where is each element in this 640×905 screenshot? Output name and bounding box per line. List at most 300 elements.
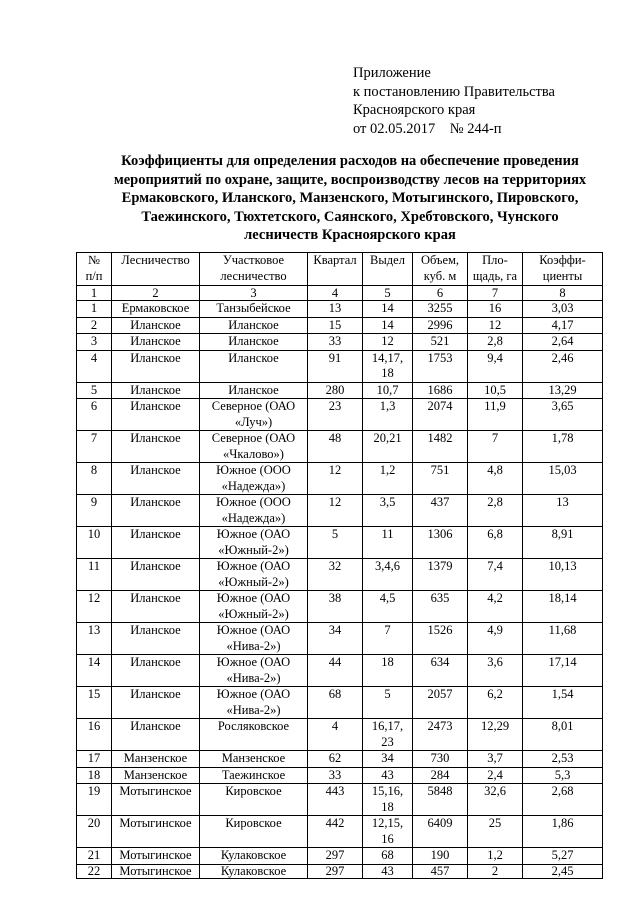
- table-row: [77, 463, 603, 495]
- cell-area: 25: [468, 816, 523, 848]
- cell-area: 3,7: [468, 751, 523, 768]
- cell-section: [363, 463, 413, 495]
- cell-district: [200, 767, 308, 784]
- cell-district: [200, 495, 308, 527]
- cell-quarter: 34: [308, 623, 363, 655]
- cell-district: [200, 301, 308, 318]
- column-number: 4: [308, 286, 363, 301]
- appendix-line: Красноярского края: [353, 102, 476, 118]
- cell-coef: 17,14: [523, 655, 603, 687]
- cell-forestry: Иланское: [112, 687, 200, 719]
- cell-district: [200, 334, 308, 351]
- header-cell: [112, 253, 200, 286]
- cell-district: [200, 864, 308, 878]
- cell-section: [363, 334, 413, 351]
- cell-volume: 751: [413, 463, 468, 495]
- cell-forestry: Иланское: [112, 655, 200, 687]
- cell-n: 14: [77, 655, 112, 687]
- cell-section: [363, 719, 413, 751]
- cell-n: 20: [77, 816, 112, 848]
- cell-text: Южное (ОАО: [216, 527, 291, 541]
- cell-district: [200, 848, 308, 865]
- cell-forestry: Ермаковское: [112, 301, 200, 318]
- column-number: 5: [363, 286, 413, 301]
- cell-n: 21: [77, 848, 112, 865]
- cell-text: «Нива-2»): [226, 638, 281, 653]
- table-row: [77, 559, 603, 591]
- cell-coef: 13: [523, 495, 603, 527]
- column-number: 3: [200, 286, 308, 301]
- cell-district: [200, 527, 308, 559]
- cell-text: Кировское: [225, 784, 282, 798]
- table-row: [77, 655, 603, 687]
- cell-section: [363, 687, 413, 719]
- cell-section: [363, 751, 413, 768]
- cell-text: «Южный-2»): [218, 574, 289, 589]
- cell-area: 7: [468, 431, 523, 463]
- cell-area: 2,8: [468, 334, 523, 351]
- cell-area: 4,9: [468, 623, 523, 655]
- cell-volume: 1306: [413, 527, 468, 559]
- cell-text: 1,3: [379, 399, 396, 413]
- cell-text: 10,7: [376, 382, 399, 397]
- table-row: [77, 317, 603, 334]
- header-text: циенты: [542, 268, 583, 283]
- cell-text: «Нива-2»): [226, 670, 281, 685]
- cell-text: 16: [381, 831, 394, 846]
- cell-forestry: Мотыгинское: [112, 864, 200, 878]
- table-row: [77, 334, 603, 351]
- cell-volume: 1379: [413, 559, 468, 591]
- cell-n: 19: [77, 784, 112, 816]
- cell-forestry: Иланское: [112, 334, 200, 351]
- cell-n: 3: [77, 334, 112, 351]
- cell-volume: 521: [413, 334, 468, 351]
- header-text: лесничество: [220, 268, 287, 283]
- table-row: [77, 864, 603, 878]
- cell-volume: 6409: [413, 816, 468, 848]
- table-row: [77, 591, 603, 623]
- table-row: [77, 751, 603, 768]
- cell-text: 14: [381, 317, 394, 332]
- cell-text: 15,16,: [371, 784, 404, 798]
- cell-forestry: Иланское: [112, 382, 200, 399]
- cell-coef: 2,68: [523, 784, 603, 816]
- title-line: мероприятий по охране, защите, воспроизводству лесов на территориях: [113, 171, 587, 188]
- cell-text: Кировское: [225, 816, 282, 830]
- cell-district: [200, 317, 308, 334]
- cell-forestry: Мотыгинское: [112, 848, 200, 865]
- cell-forestry: Иланское: [112, 623, 200, 655]
- cell-quarter: 48: [308, 431, 363, 463]
- cell-n: 12: [77, 591, 112, 623]
- cell-district: [200, 350, 308, 382]
- header-text: Квартал: [313, 253, 357, 267]
- cell-text: Северное (ОАО: [211, 431, 296, 445]
- cell-district: [200, 751, 308, 768]
- column-number: 1: [77, 286, 112, 301]
- header-cell: [413, 253, 468, 286]
- cell-section: [363, 559, 413, 591]
- cell-quarter: 443: [308, 784, 363, 816]
- cell-text: 18: [381, 655, 394, 669]
- cell-forestry: Иланское: [112, 431, 200, 463]
- cell-section: [363, 848, 413, 865]
- cell-text: «Надежда»): [221, 478, 286, 493]
- cell-coef: 11,68: [523, 623, 603, 655]
- cell-coef: 5,27: [523, 848, 603, 865]
- cell-volume: 2074: [413, 399, 468, 431]
- cell-area: 10,5: [468, 382, 523, 399]
- cell-quarter: 23: [308, 399, 363, 431]
- table-row: [77, 431, 603, 463]
- cell-text: 3,5: [379, 495, 396, 509]
- table-row: [77, 495, 603, 527]
- cell-n: 4: [77, 350, 112, 382]
- cell-district: [200, 623, 308, 655]
- header-text: Объем,: [420, 253, 460, 267]
- cell-text: Танзыбейское: [216, 301, 291, 315]
- cell-district: [200, 784, 308, 816]
- cell-coef: 18,14: [523, 591, 603, 623]
- cell-forestry: Иланское: [112, 591, 200, 623]
- cell-section: [363, 350, 413, 382]
- cell-quarter: 32: [308, 559, 363, 591]
- cell-text: 12,15,: [371, 816, 404, 830]
- column-number-row: [77, 286, 603, 301]
- cell-district: [200, 816, 308, 848]
- document-title: [70, 152, 630, 245]
- cell-volume: 284: [413, 767, 468, 784]
- cell-forestry: Манзенское: [112, 751, 200, 768]
- cell-coef: 1,78: [523, 431, 603, 463]
- cell-volume: 730: [413, 751, 468, 768]
- cell-text: «Нива-2»): [226, 702, 281, 717]
- cell-volume: 2057: [413, 687, 468, 719]
- cell-n: 22: [77, 864, 112, 878]
- cell-text: Южное (ОАО: [216, 655, 291, 669]
- cell-volume: 1482: [413, 431, 468, 463]
- title-line: лесничеств Красноярского края: [244, 227, 456, 243]
- cell-area: 2: [468, 864, 523, 878]
- appendix-line: к постановлению Правительства: [353, 83, 555, 100]
- cell-section: [363, 864, 413, 878]
- cell-n: 2: [77, 317, 112, 334]
- cell-area: 2,8: [468, 495, 523, 527]
- cell-text: «Луч»): [234, 414, 273, 429]
- cell-area: 16: [468, 301, 523, 318]
- cell-section: [363, 591, 413, 623]
- table-header-row: [77, 253, 603, 286]
- title-line: Коэффициенты для определения расходов на обеспечение проведения: [121, 153, 579, 169]
- cell-text: Южное (ОАО: [216, 591, 291, 605]
- cell-volume: 190: [413, 848, 468, 865]
- cell-text: Южное (ООО: [216, 463, 291, 477]
- cell-text: Южное (ОАО: [216, 687, 291, 701]
- cell-text: «Надежда»): [221, 510, 286, 525]
- cell-area: 3,6: [468, 655, 523, 687]
- cell-section: [363, 301, 413, 318]
- cell-n: 18: [77, 767, 112, 784]
- cell-text: 18: [381, 366, 394, 380]
- cell-quarter: 13: [308, 301, 363, 318]
- cell-forestry: Иланское: [112, 559, 200, 591]
- column-number: 8: [523, 286, 603, 301]
- cell-district: [200, 431, 308, 463]
- table-row: [77, 719, 603, 751]
- column-number: 6: [413, 286, 468, 301]
- table-row: [77, 848, 603, 865]
- header-cell: [523, 253, 603, 286]
- cell-volume: 1526: [413, 623, 468, 655]
- table-row: [77, 527, 603, 559]
- table-row: [77, 382, 603, 399]
- header-text: Участковое: [222, 253, 285, 267]
- cell-text: «Южный-2»): [218, 606, 289, 621]
- cell-district: [200, 687, 308, 719]
- cell-section: [363, 317, 413, 334]
- cell-district: [200, 719, 308, 751]
- column-number: 7: [468, 286, 523, 301]
- cell-text: 11: [381, 527, 394, 541]
- header-text: куб. м: [423, 268, 457, 283]
- cell-volume: 1686: [413, 382, 468, 399]
- cell-district: [200, 382, 308, 399]
- cell-text: Северное (ОАО: [211, 399, 296, 413]
- cell-text: 3,4,6: [375, 559, 400, 573]
- cell-forestry: Мотыгинское: [112, 816, 200, 848]
- column-number: 2: [112, 286, 200, 301]
- cell-text: 34: [381, 751, 394, 765]
- cell-coef: 2,45: [523, 864, 603, 878]
- cell-n: 16: [77, 719, 112, 751]
- cell-section: [363, 767, 413, 784]
- cell-area: 11,9: [468, 399, 523, 431]
- cell-volume: 3255: [413, 301, 468, 318]
- cell-district: [200, 559, 308, 591]
- cell-text: Манзенское: [221, 751, 286, 765]
- cell-text: «Южный-2»): [218, 542, 289, 557]
- cell-volume: 457: [413, 864, 468, 878]
- cell-n: 7: [77, 431, 112, 463]
- table-row: [77, 399, 603, 431]
- cell-quarter: 297: [308, 864, 363, 878]
- cell-coef: 8,01: [523, 719, 603, 751]
- title-line: Таежинского, Тюхтетского, Саянского, Хребтовского, Чунского: [141, 208, 559, 225]
- title-line: Ермаковского, Иланского, Манзенского, Мотыгинского, Пировского,: [121, 190, 579, 206]
- cell-coef: 13,29: [523, 382, 603, 399]
- cell-district: [200, 655, 308, 687]
- cell-area: 9,4: [468, 350, 523, 382]
- table-row: [77, 623, 603, 655]
- cell-quarter: 280: [308, 382, 363, 399]
- cell-text: Росляковское: [217, 719, 290, 733]
- header-cell: [308, 253, 363, 286]
- cell-text: 20,21: [373, 431, 402, 445]
- header-text: Лесничество: [121, 253, 190, 267]
- cell-text: Иланское: [228, 350, 279, 365]
- cell-quarter: 297: [308, 848, 363, 865]
- cell-text: 14,17,: [371, 350, 404, 365]
- cell-area: 1,2: [468, 848, 523, 865]
- cell-district: [200, 463, 308, 495]
- cell-coef: 1,86: [523, 816, 603, 848]
- cell-text: 4,5: [379, 591, 396, 605]
- cell-quarter: 12: [308, 463, 363, 495]
- cell-n: 13: [77, 623, 112, 655]
- cell-section: [363, 816, 413, 848]
- cell-volume: 1753: [413, 350, 468, 382]
- cell-district: [200, 591, 308, 623]
- cell-section: [363, 527, 413, 559]
- cell-coef: 2,46: [523, 350, 603, 382]
- header-text: п/п: [85, 268, 103, 283]
- cell-volume: 5848: [413, 784, 468, 816]
- cell-quarter: 33: [308, 334, 363, 351]
- cell-coef: 8,91: [523, 527, 603, 559]
- header-cell: [363, 253, 413, 286]
- table-row: [77, 687, 603, 719]
- cell-area: 12,29: [468, 719, 523, 751]
- table-body: [77, 253, 603, 879]
- cell-text: Кулаковское: [220, 863, 287, 878]
- header-text: Пло-: [482, 253, 508, 267]
- header-cell: [77, 253, 112, 286]
- cell-quarter: 5: [308, 527, 363, 559]
- cell-text: 14: [381, 301, 394, 315]
- cell-area: 7,4: [468, 559, 523, 591]
- cell-forestry: Иланское: [112, 350, 200, 382]
- cell-forestry: Иланское: [112, 463, 200, 495]
- cell-forestry: Мотыгинское: [112, 784, 200, 816]
- cell-text: Иланское: [228, 382, 279, 397]
- cell-area: 6,8: [468, 527, 523, 559]
- cell-district: [200, 399, 308, 431]
- header-cell: [200, 253, 308, 286]
- cell-text: 1,2: [379, 463, 396, 477]
- cell-text: 12: [381, 334, 394, 348]
- cell-section: [363, 784, 413, 816]
- header-text: Коэффи-: [539, 253, 586, 267]
- cell-forestry: Иланское: [112, 527, 200, 559]
- cell-text: Южное (ОАО: [216, 559, 291, 573]
- cell-text: Таежинское: [221, 767, 286, 782]
- cell-quarter: 38: [308, 591, 363, 623]
- cell-coef: 5,3: [523, 767, 603, 784]
- cell-volume: 2996: [413, 317, 468, 334]
- cell-section: [363, 431, 413, 463]
- cell-text: Иланское: [228, 317, 279, 332]
- cell-n: 10: [77, 527, 112, 559]
- cell-volume: 635: [413, 591, 468, 623]
- cell-text: 7: [384, 623, 391, 637]
- cell-area: 12: [468, 317, 523, 334]
- cell-coef: 10,13: [523, 559, 603, 591]
- cell-text: 43: [381, 767, 394, 782]
- cell-n: 5: [77, 382, 112, 399]
- cell-quarter: 68: [308, 687, 363, 719]
- cell-coef: 1,54: [523, 687, 603, 719]
- cell-coef: 4,17: [523, 317, 603, 334]
- cell-forestry: Иланское: [112, 399, 200, 431]
- cell-section: [363, 655, 413, 687]
- cell-area: 4,2: [468, 591, 523, 623]
- cell-quarter: 442: [308, 816, 363, 848]
- cell-section: [363, 382, 413, 399]
- header-text: №: [88, 253, 100, 267]
- cell-coef: 2,64: [523, 334, 603, 351]
- appendix-date-line: от 02.05.2017 № 244-п: [353, 120, 502, 137]
- header-cell: [468, 253, 523, 286]
- cell-coef: 15,03: [523, 463, 603, 495]
- appendix-line: Приложение: [353, 65, 431, 81]
- cell-area: 2,4: [468, 767, 523, 784]
- cell-area: 4,8: [468, 463, 523, 495]
- cell-section: [363, 399, 413, 431]
- cell-text: 68: [381, 848, 394, 862]
- cell-n: 6: [77, 399, 112, 431]
- cell-n: 9: [77, 495, 112, 527]
- cell-n: 11: [77, 559, 112, 591]
- cell-coef: 2,53: [523, 751, 603, 768]
- cell-quarter: 44: [308, 655, 363, 687]
- cell-volume: 437: [413, 495, 468, 527]
- cell-volume: 2473: [413, 719, 468, 751]
- table-row: [77, 784, 603, 816]
- cell-quarter: 4: [308, 719, 363, 751]
- cell-area: 32,6: [468, 784, 523, 816]
- cell-volume: 634: [413, 655, 468, 687]
- cell-text: 23: [381, 734, 394, 749]
- cell-text: 5: [384, 687, 391, 701]
- cell-quarter: 15: [308, 317, 363, 334]
- cell-forestry: Иланское: [112, 495, 200, 527]
- cell-n: 17: [77, 751, 112, 768]
- cell-forestry: Иланское: [112, 317, 200, 334]
- table-row: [77, 301, 603, 318]
- cell-section: [363, 623, 413, 655]
- cell-text: 16,17,: [371, 719, 404, 733]
- cell-coef: 3,03: [523, 301, 603, 318]
- cell-text: Южное (ООО: [216, 495, 291, 509]
- cell-text: Кулаковское: [220, 848, 287, 862]
- cell-n: 1: [77, 301, 112, 318]
- cell-text: «Чкалово»): [223, 446, 284, 461]
- cell-section: [363, 495, 413, 527]
- cell-n: 15: [77, 687, 112, 719]
- table-row: [77, 767, 603, 784]
- cell-text: 43: [381, 863, 394, 878]
- cell-text: Иланское: [228, 334, 279, 348]
- cell-text: 18: [381, 799, 394, 814]
- cell-text: Южное (ОАО: [216, 623, 291, 637]
- cell-forestry: Иланское: [112, 719, 200, 751]
- header-text: Выдел: [370, 253, 405, 267]
- coefficients-table: [76, 252, 603, 879]
- cell-quarter: 62: [308, 751, 363, 768]
- table-row: [77, 816, 603, 848]
- table-row: [77, 350, 603, 382]
- cell-area: 6,2: [468, 687, 523, 719]
- cell-coef: 3,65: [523, 399, 603, 431]
- cell-quarter: 12: [308, 495, 363, 527]
- cell-quarter: 33: [308, 767, 363, 784]
- cell-quarter: 91: [308, 350, 363, 382]
- appendix-block: [353, 64, 555, 138]
- header-text: щадь, га: [472, 268, 518, 283]
- cell-forestry: Манзенское: [112, 767, 200, 784]
- cell-n: 8: [77, 463, 112, 495]
